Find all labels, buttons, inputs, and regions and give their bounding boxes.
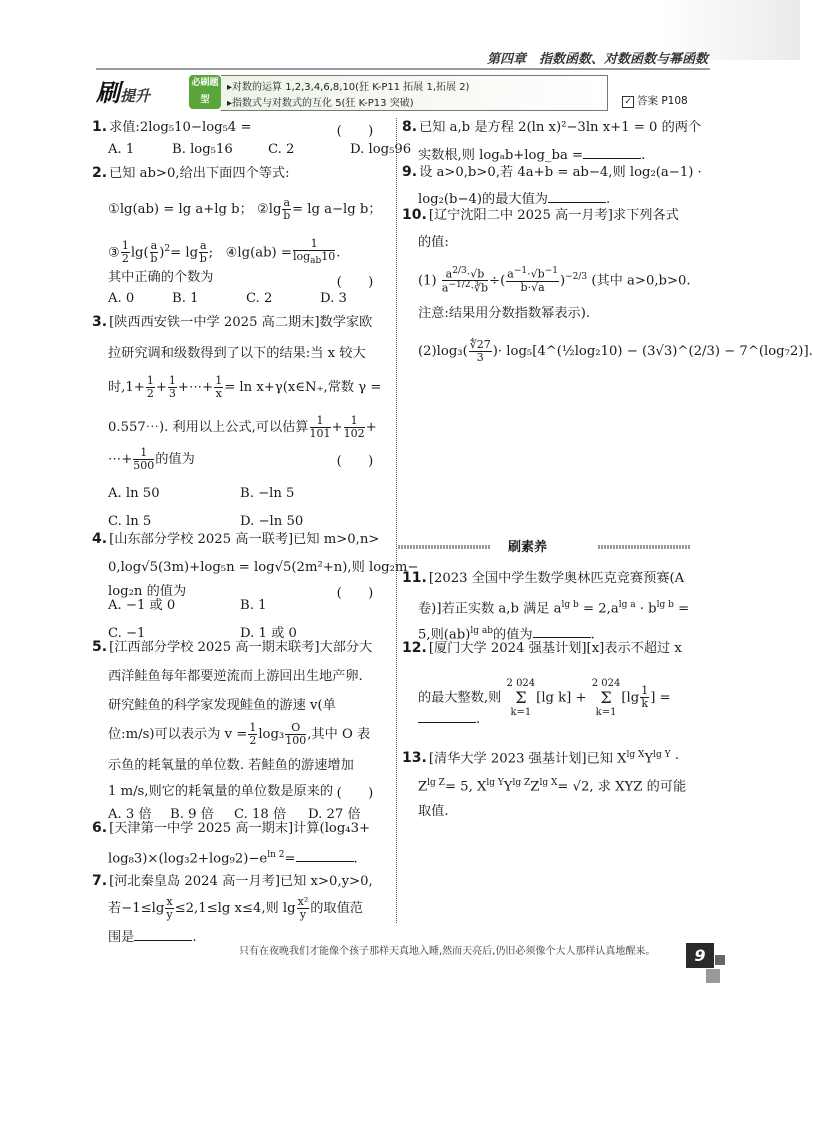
q1-option-a[interactable]: A. 1 — [108, 142, 135, 157]
q2-conclude: 其中正确的个数为 — [108, 270, 214, 285]
q4-line1: 4. [山东部分学校 2025 高一联考]已知 m>0,n> — [92, 531, 380, 547]
header-rule — [96, 68, 710, 70]
q5-paren: ( ) — [336, 786, 374, 801]
q6-line1: 6. [天津第一中学 2025 高一期末]计算(log₄3+ — [92, 820, 371, 836]
q13-line3: 取值. — [418, 804, 449, 819]
q11-line1: 11. [2023 全国中学生数学奥林匹克竞赛预赛(A — [402, 570, 685, 586]
q11-line3: 5,则(ab)$^{lg ab}$的值为 . — [418, 626, 595, 643]
q4-paren: ( ) — [336, 586, 374, 601]
q7-line2: 若−1≤lg $\frac{x}{y}$ ≤2,1≤lg x≤4,则 lg $\frac{\text{x²}}{y}$ 的取值范 — [108, 894, 363, 921]
section-title: 刷素养 — [508, 540, 548, 555]
q2-paren: ( ) — [336, 275, 374, 290]
q4-option-b[interactable]: B. 1 — [240, 598, 267, 613]
q10-line2: 的值: — [418, 235, 449, 250]
q5-option-a[interactable]: A. 3 倍 — [108, 807, 152, 822]
q5-line5: 示鱼的耗氧量的单位数. 若鲑鱼的游速增加 — [108, 758, 354, 773]
q9-line2: log₂(b−4)的最大值为 . — [418, 192, 611, 207]
q1-stem: 1. 求值:2log₅10−log₅4 = — [92, 119, 252, 135]
q5-line6: 1 m/s,则它的耗氧量的单位数是原来的 — [108, 784, 334, 799]
q11-line2: 卷)]若正实数 a,b 满足 $a^{lg b} = 2,a^{lg a} \cdot b^{lg b}$ = — [418, 600, 690, 617]
q4-option-a[interactable]: A. −1 或 0 — [108, 598, 176, 613]
q3-line1: 3. [陕西西安铁一中学 2025 高二期末]数学家欧 — [92, 314, 373, 330]
q12-answer-blank[interactable] — [418, 710, 476, 723]
q3-option-b[interactable]: B. −ln 5 — [240, 486, 295, 501]
q9-line1: 9. 设 a>0,b>0,若 4a+b = ab−4,则 log₂(a−1) · — [402, 164, 702, 180]
q3-line5: ⋯+ $\frac{1}{500}$ 的值为 — [108, 445, 195, 472]
brand-small: 提升 — [120, 87, 151, 105]
q12-line1: 12. [厦门大学 2024 强基计划][x]表示不超过 x — [402, 640, 682, 656]
section-bar-left — [398, 545, 490, 549]
q13-line1: 13. [清华大学 2023 强基计划]已知 $X^{lg X}Y^{lg Y}$ · — [402, 750, 680, 767]
q10-part2: (2)log₃( $\frac{∜27}{3}$ )· log₅[4^(½log₂10) − (3√3)^(2/3) − 7^(log₇2)]. — [418, 337, 813, 364]
column-divider — [396, 118, 397, 923]
q7-line1: 7. [河北秦皇岛 2024 高一月考]已知 x>0,y>0, — [92, 873, 373, 889]
q2-eq34: ③ $\frac{1}{2}$ lg( $\frac{a}{b}$ )$^2$= lg $\frac{a}{b}$ ; ④lg(ab) = $\frac{1}{\log_{ab}10}$ . — [108, 237, 341, 267]
footer-motto: 只有在夜晚我们才能像个孩子那样天真地入睡,然而天亮后,仍旧必须像个大人那样认真地醒来。 — [239, 946, 656, 957]
checkbox-icon: ✓ — [622, 96, 634, 108]
q5-option-d[interactable]: D. 27 倍 — [308, 807, 361, 822]
q13-line2: $Z^{lg Z}= 5$, $X^{lg Y}Y^{lg Z}Z^{lg X}= √2$, 求 XYZ 的可能 — [418, 778, 687, 795]
tag-line-1: ▸对数的运算 1,2,3,4,6,8,10(狂 K-P11 拓展 1,拓展 2) — [227, 82, 470, 93]
q1-paren: ( ) — [336, 124, 374, 139]
tag-box — [221, 75, 608, 111]
q3-option-d[interactable]: D. −ln 50 — [240, 514, 304, 529]
q10-note: 注意:结果用分数指数幂表示). — [418, 306, 591, 321]
section-divider — [398, 534, 690, 558]
q3-option-c[interactable]: C. ln 5 — [108, 514, 152, 529]
page-number: 9 — [686, 943, 714, 968]
q3-paren: ( ) — [336, 454, 374, 469]
section-bar-right — [598, 545, 690, 549]
q8-line1: 8. 已知 a,b 是方程 2(ln x)²−3ln x+1 = 0 的两个 — [402, 119, 702, 135]
q12-line3: . — [418, 704, 480, 735]
q12-line2: 的最大整数,则 2 024 Σ k=1 [lg k] + 2 024 Σ k=1 [lg $\frac{1}{k}$ ] = — [418, 678, 671, 718]
q8-line2: 实数根,则 logₐb+log_ba = . — [418, 148, 646, 163]
q5-line4: 位:m/s)可以表示为 v = $\frac{1}{2}$ log₃ $\frac{O}{100}$ ,其中 O 表 — [108, 720, 371, 747]
q4-line3: log₂n 的值为 — [108, 584, 187, 599]
q3-line3: 时,1+ $\frac{1}{2}$ + $\frac{1}{3}$ +⋯+ $\frac{1}{x}$ = ln x+γ(x∈N₊,常数 γ = — [108, 373, 382, 400]
q6-answer-blank[interactable] — [296, 849, 354, 862]
q3-option-a[interactable]: A. ln 50 — [108, 486, 160, 501]
q2-option-a[interactable]: A. 0 — [108, 291, 135, 306]
tag-badge: 必刷题型 — [189, 75, 221, 109]
q6-line2: $\log_83)\times(\log_32+\log_92)-e^{ln 2}=$ . — [108, 850, 358, 867]
q4-option-c[interactable]: C. −1 — [108, 626, 146, 641]
q2-option-b[interactable]: B. 1 — [172, 291, 199, 306]
answer-reference: ✓ 答案 P108 — [622, 93, 688, 108]
q5-line3: 研究鲑鱼的科学家发现鲑鱼的游速 v(单 — [108, 698, 336, 713]
decor-square-2 — [706, 969, 720, 983]
q5-line1: 5. [江西部分学校 2025 高一期末联考]大部分大 — [92, 639, 373, 655]
q5-line2: 西洋鲑鱼每年都要逆流而上游回出生地产卵. — [108, 669, 363, 684]
q1-option-d[interactable]: D. log₅96 — [350, 142, 412, 157]
q4-option-d[interactable]: D. 1 或 0 — [240, 626, 297, 641]
q2-eq12: ①lg(ab) = lg a+lg b； ②lg $\frac{a}{b}$ = lg a−lg b； — [108, 195, 382, 222]
q1-options — [108, 142, 411, 157]
q10-part1: (1) $\frac{a^{2/3}\cdot√b}{a^{-1/2}\cdot∛b}$ ÷( $\frac{a^{-1}\cdot√b^{-1}}{b\cdot√a}$ )$^{-2/3}$ (其中 a>0,b>0. — [418, 265, 691, 296]
q3-line2: 拉研究调和级数得到了以下的结果:当 x 较大 — [108, 346, 366, 361]
q5-option-c[interactable]: C. 18 倍 — [234, 807, 287, 822]
q3-line4: 0.557⋯). 利用以上公式,可以估算 $\frac{1}{101}$ + $\frac{1}{102}$ + — [108, 413, 377, 440]
q2-option-c[interactable]: C. 2 — [246, 291, 273, 306]
q2-options — [108, 291, 347, 306]
q1-option-c[interactable]: C. 2 — [268, 142, 295, 157]
q2-stem: 2. 已知 ab>0,给出下面四个等式: — [92, 165, 290, 181]
decor-square-1 — [715, 955, 725, 965]
q7-answer-blank[interactable] — [134, 928, 192, 941]
brand-big: 刷 — [96, 79, 120, 107]
q10-line1: 10. [辽宁沈阳二中 2025 高一月考]求下列各式 — [402, 207, 679, 223]
tag-line-2: ▸指数式与对数式的互化 5(狂 K-P13 突破) — [227, 98, 414, 109]
q2-option-d[interactable]: D. 3 — [320, 291, 347, 306]
q7-line3: 围是 . — [108, 930, 197, 945]
brand-logo — [96, 73, 150, 108]
chapter-title: 第四章 指数函数、对数函数与幂函数 — [486, 52, 708, 67]
q1-option-b[interactable]: B. log₅16 — [172, 142, 233, 157]
q4-line2: 0,log√5(3m)+log₅n = log√5(2m²+n),则 log₂m− — [108, 560, 419, 575]
q5-option-b[interactable]: B. 9 倍 — [170, 807, 214, 822]
